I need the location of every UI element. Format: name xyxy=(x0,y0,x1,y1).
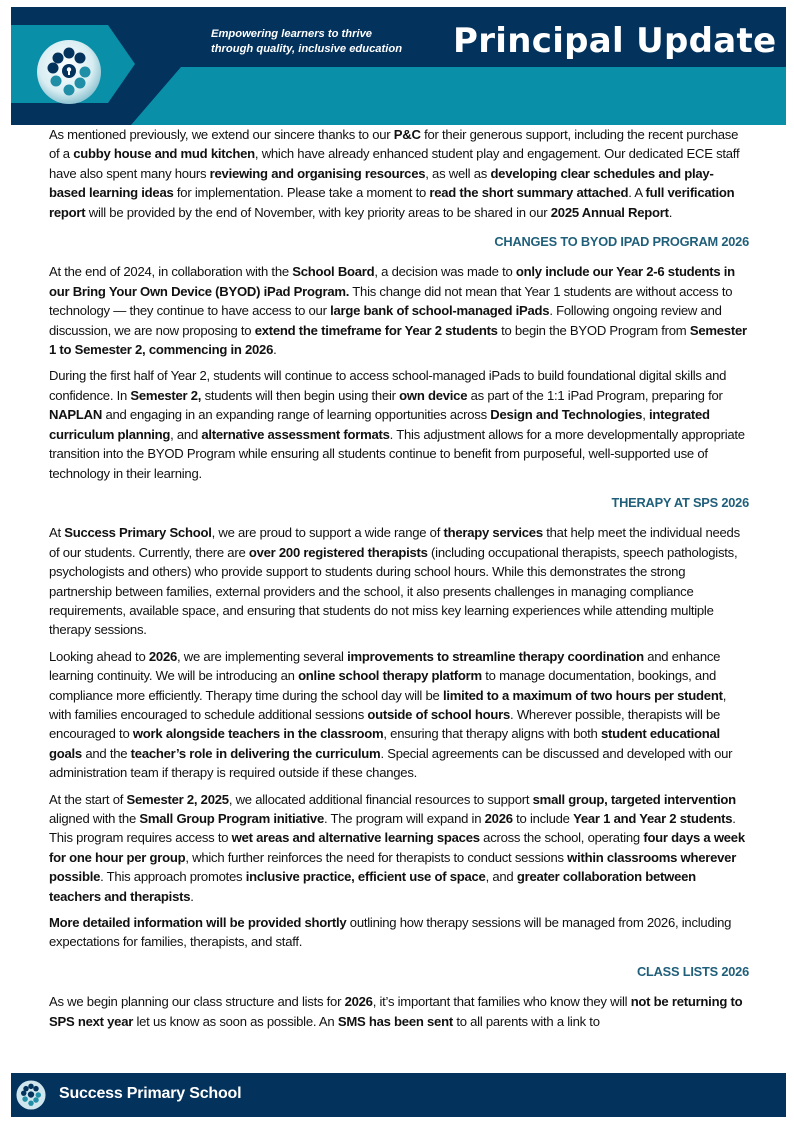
emphasis-text: full verification report xyxy=(49,185,735,220)
tagline-line-1: Empowering learners to thrive xyxy=(211,28,373,40)
body-text: , which further reinforces the need for therapists to conduct sessions xyxy=(185,849,568,865)
body-text: outlining how therapy sessions will be managed from 2026, including expectations for families, therapists, and staff. xyxy=(49,915,732,950)
body-text: This change did not mean that Year 1 students are without access to technology — they continue to have access to our xyxy=(49,283,733,319)
section-heading: CHANGES TO BYOD IPAD PROGRAM 2026 xyxy=(494,234,749,250)
body-text: to include xyxy=(512,811,574,826)
section-heading: THERAPY AT SPS 2026 xyxy=(611,494,749,510)
emphasis-text: online school therapy platform xyxy=(298,668,482,684)
paragraph xyxy=(49,992,749,1031)
emphasis-text: Semester 1 to Semester 2, commencing in 2026 xyxy=(49,322,747,358)
body-text: , xyxy=(642,407,649,423)
body-text: . This approach promotes xyxy=(100,869,246,885)
body-text: , we are implementing several xyxy=(177,648,348,664)
emphasis-text: greater collaboration between teachers and therapists xyxy=(49,869,696,904)
emphasis-text: small group, targeted intervention xyxy=(532,791,736,807)
body-text: . xyxy=(668,204,673,220)
emphasis-text: not be returning to SPS next year xyxy=(49,994,743,1029)
emphasis-text: inclusive practice, efficient use of space xyxy=(245,869,486,885)
emphasis-text: 2026 xyxy=(148,648,178,664)
emphasis-text: within classrooms wherever possible xyxy=(49,849,737,885)
body-text: , ensuring that therapy aligns with both xyxy=(383,726,601,742)
paragraph xyxy=(49,647,749,783)
body-text: to manage documentation, bookings, and compliance more efficiently. Therapy time during the school day will be xyxy=(49,668,717,703)
emphasis-text: cubby house and mud kitchen xyxy=(73,146,255,162)
body-text: , it’s important that families who know they will xyxy=(372,994,631,1010)
emphasis-text: only include our Year 2-6 students in our Bring Your Own Device (BYOD) iPad Program. xyxy=(49,264,735,299)
body-text: . This adjustment allows for a more developmentally appropriate transition into the BYOD Program while ensuring all students continue to benefit from purposeful, well-supported use of technology in their learning. xyxy=(49,426,745,481)
emphasis-text: More detailed information will be provided shortly xyxy=(49,915,347,931)
body-text: as part of the 1:1 iPad Program, preparing for xyxy=(467,387,723,403)
body-text: to begin the BYOD Program from xyxy=(497,322,690,338)
body-text: , we are proud to support a wide range of xyxy=(211,525,444,541)
newsletter-body xyxy=(49,125,749,1038)
body-text: At the end of 2024, in collaboration with the xyxy=(49,264,293,280)
body-text: . Special agreements can be discussed and developed with our administration team if therapy is required outside if these changes. xyxy=(49,745,733,781)
paragraph xyxy=(49,366,749,482)
emphasis-text: work alongside teachers in the classroom xyxy=(132,726,384,742)
emphasis-text: integrated curriculum planning xyxy=(49,407,710,442)
emphasis-text: 2026 xyxy=(484,811,513,826)
emphasis-text: Semester 2, 2025 xyxy=(126,791,229,807)
school-logo xyxy=(36,39,102,105)
body-text: and engaging in an expanding range of learning opportunities across xyxy=(102,407,491,423)
body-text: At xyxy=(49,525,65,541)
emphasis-text: four days a week for one hour per group xyxy=(49,830,745,865)
body-text: , as well as xyxy=(425,165,491,181)
body-text: . Following ongoing review and discussion, we are now proposing to xyxy=(49,303,722,338)
body-text: At the start of xyxy=(49,791,127,807)
body-text: let us know as soon as possible. An xyxy=(133,1013,338,1029)
school-network-logo-icon xyxy=(36,39,102,105)
paragraph xyxy=(49,125,749,222)
emphasis-text: 2025 Annual Report xyxy=(550,204,669,220)
body-text: for implementation. Please take a moment to xyxy=(173,185,430,201)
body-text: for their generous support, including the recent purchase of a xyxy=(49,127,739,162)
emphasis-text: alternative assessment formats xyxy=(201,426,390,442)
body-text: . xyxy=(190,888,194,904)
body-text: As we begin planning our class structure and lists for xyxy=(49,994,345,1010)
emphasis-text: School Board xyxy=(292,264,375,280)
emphasis-text: developing clear schedules and play-based learning ideas xyxy=(49,165,714,201)
body-text: (including occupational therapists, speech pathologists, psychologists and others) who provide support to students during school hours. While this demonstrates the strong partnership between families, external providers and the school, it also presents challenges in managing compliance requirements, available space, and ensuring that students do not miss key learning experiences while attending multiple therapy sessions. xyxy=(49,544,738,638)
paragraph xyxy=(49,523,749,639)
emphasis-text: large bank of school-managed iPads xyxy=(330,303,550,319)
body-text: , and xyxy=(170,426,202,442)
emphasis-text: own device xyxy=(399,387,468,403)
body-text: . xyxy=(273,342,277,358)
paragraph xyxy=(49,262,749,359)
paragraph xyxy=(49,913,749,952)
emphasis-text: outside of school hours xyxy=(367,706,511,722)
header-teal-band xyxy=(131,67,786,125)
body-text: and enhance learning continuity. We will be introducing an xyxy=(49,648,721,684)
body-text: . A xyxy=(628,185,646,201)
emphasis-text: SMS has been sent xyxy=(337,1013,453,1029)
emphasis-text: read the short summary attached xyxy=(429,185,629,201)
emphasis-text: Success Primary School xyxy=(64,525,212,541)
school-network-logo-icon xyxy=(16,1080,46,1110)
body-text: . Wherever possible, therapists will be encouraged to xyxy=(49,706,721,742)
emphasis-text: student educational goals xyxy=(49,726,720,761)
emphasis-text: limited to a maximum of two hours per student xyxy=(442,687,723,703)
body-text: . The program will expand in xyxy=(323,811,485,826)
page-header xyxy=(11,7,786,125)
body-text: , we allocated additional financial resources to support xyxy=(228,791,533,807)
emphasis-text: reviewing and organising resources xyxy=(209,165,426,181)
emphasis-text: wet areas and alternative learning spaces xyxy=(231,830,480,846)
footer-logo xyxy=(16,1080,46,1110)
emphasis-text: NAPLAN xyxy=(49,407,103,423)
body-text: students will then begin using their xyxy=(201,387,400,403)
emphasis-text: 2026 xyxy=(344,994,373,1010)
paragraph xyxy=(49,790,749,906)
body-text: . This program requires access to xyxy=(49,811,736,846)
body-text: During the first half of Year 2, students will continue to access school-managed iPads to build foundational digital skills and confidence. In xyxy=(49,368,727,403)
body-text: and the xyxy=(81,745,131,761)
emphasis-text: Design and Technologies xyxy=(490,407,643,423)
emphasis-text: P&C xyxy=(393,127,421,142)
page-footer xyxy=(11,1073,786,1117)
section-heading: CLASS LISTS 2026 xyxy=(636,963,749,979)
emphasis-text: Semester 2, xyxy=(130,387,202,403)
emphasis-text: improvements to streamline therapy coordination xyxy=(347,648,644,664)
page-title: Principal Update xyxy=(453,21,777,61)
body-text: across the school, operating xyxy=(479,830,644,846)
body-text: that help meet the individual needs of our students. Currently, there are xyxy=(49,525,740,560)
body-text: , and xyxy=(485,869,517,885)
body-text: to all parents with a link to xyxy=(452,1013,600,1029)
emphasis-text: Year 1 and Year 2 students xyxy=(573,811,733,826)
body-text: As mentioned previously, we extend our sincere thanks to our xyxy=(49,127,394,142)
tagline-line-2: through quality, inclusive education xyxy=(211,43,403,55)
body-text: aligned with the xyxy=(49,811,140,826)
emphasis-text: over 200 registered therapists xyxy=(248,544,428,560)
emphasis-text: therapy services xyxy=(443,525,543,541)
footer-school-name: Success Primary School xyxy=(59,1085,242,1102)
body-text: , which have already enhanced student play and engagement. Our dedicated ECE staff have also spent many hours xyxy=(49,146,740,181)
body-text: will be provided by the end of November, with key priority areas to be shared in our xyxy=(85,204,551,220)
body-text: , a decision was made to xyxy=(374,264,516,280)
body-text: Looking ahead to xyxy=(49,648,149,664)
emphasis-text: extend the timeframe for Year 2 students xyxy=(254,322,498,338)
body-text: , with families encouraged to schedule additional sessions xyxy=(49,687,727,722)
header-tagline xyxy=(211,27,402,57)
emphasis-text: teacher’s role in delivering the curriculum xyxy=(130,745,381,761)
emphasis-text: Small Group Program initiative xyxy=(139,811,324,826)
